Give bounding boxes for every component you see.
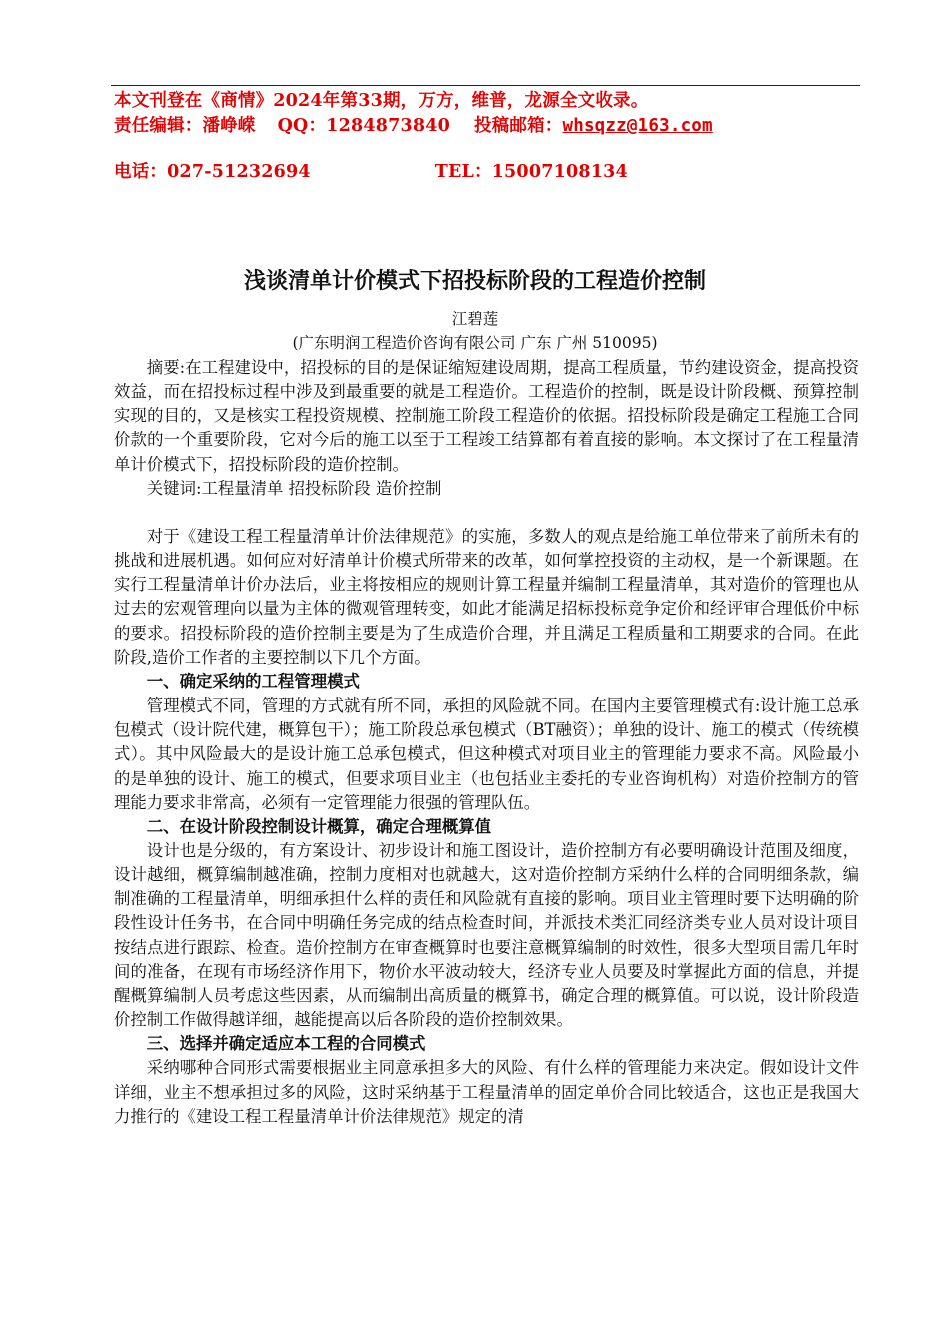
section-3-paragraph: 采纳哪种合同形式需要根据业主同意承担多大的风险、有什么样的管理能力来决定。假如设计文件详细，业主不想承担过多的风险，这时采纳基于工程量清单的固定单价合同比较适合，这也正是我国大力推行的《建设工程工程量清单计价法律规范》规定的清 [114,1058,859,1126]
phone-line [114,160,628,184]
phone-number: 电话：027-51232694 [114,162,311,182]
section-heading-2: 二、在设计阶段控制设计概算，确定合理概算值 [146,816,491,836]
article-body [114,356,859,1129]
publication-notice-text: 本文刊登在《商情》2024年第33期，万方，维普，龙源全文收录。 [114,91,649,111]
header-rule [111,85,860,86]
editor-label: 责任编辑：潘峥嵘 [114,116,256,136]
email-link[interactable]: whsqzz@163.com [562,116,713,136]
article-title: 浅谈清单计价模式下招投标阶段的工程造价控制 [243,269,706,294]
section-2-paragraph: 设计也是分级的，有方案设计、初步设计和施工图设计，造价控制方有必要明确设计范围及细度，设计越细，概算编制越准确，控制力度相对也就越大，这对造价控制方采纳什么样的合同明细条款，编制准确的工程量清单，明细承担什么样的责任和风险就有直接的影响。项目业主管理时要下达明确的阶段性设计任务书，在合同中明确任务完成的结点检查时间，并派技术类汇同经济类专业人员对设计项目按结点进行跟踪、检查。造价控制方在审查概算时也要注意概算编制的时效性，很多大型项目需几年时间的准备，在现有市场经济作用下，物价水平波动较大，经济专业人员要及时掌握此方面的信息，并提醒概算编制人员考虑这些因素，从而编制出高质量的概算书，确定合理的概算值。可以说，设计阶段造价控制工作做得越详细，越能提高以后各阶段的造价控制效果。 [114,840,859,1030]
keywords: 关键词:工程量清单 招投标阶段 造价控制 [146,478,442,498]
intro-paragraph: 对于《建设工程工程量清单计价法律规范》的实施，多数人的观点是给施工单位带来了前所未有的挑战和进展机遇。如何应对好清单计价模式所带来的改革，如何掌控投资的主动权，是一个新课题。在实行工程量清单计价办法后，业主将按相应的规则计算工程量并编制工程量清单，其对造价的管理也从过去的宏观管理向以量为主体的微观管理转变，如此才能满足招标投标竞争定价和经评审合理低价中标的要求。招投标阶段的造价控制主要是为了生成造价合理，并且满足工程质量和工期要求的合同。在此阶段,造价工作者的主要控制以下几个方面。 [114,526,859,667]
author-affiliation: (广东明润工程造价咨询有限公司 广东 广州 510095) [292,334,658,352]
section-heading-1: 一、确定采纳的工程管理模式 [146,671,360,691]
section-heading-3: 三、选择并确定适应本工程的合同模式 [146,1034,426,1054]
editor-contact-line [114,114,713,138]
email-label: 投稿邮箱： [473,116,563,136]
abstract: 摘要:在工程建设中，招投标的目的是保证缩短建设周期，提高工程质量，节约建设资金，提高投资效益，而在招投标过程中涉及到最重要的就是工程造价。工程造价的控制，既是设计阶段概、预算控制实现的目的，又是核实工程投资规模、控制施工阶段工程造价的依据。招投标阶段是确定工程施工合同价款的一个重要阶段，它对今后的施工以至于工程竣工结算都有着直接的影响。本文探讨了在工程量清单计价模式下，招投标阶段的造价控制。 [114,358,859,474]
section-1-paragraph: 管理模式不同，管理的方式就有所不同，承担的风险就不同。在国内主要管理模式有:设计施工总承包模式（设计院代建，概算包干）；施工阶段总承包模式（BT融资）；单独的设计、施工的模式（传统模式）。其中风险最大的是设计施工总承包模式，但这种模式对项目业主的管理能力要求不高。风险最小的是单独的设计、施工的模式，但要求项目业主（也包括业主委托的专业咨询机构）对造价控制方的管理能力要求非常高，必须有一定管理能力很强的管理队伍。 [114,696,859,812]
blank-line [114,501,859,525]
qq-number: QQ：1284873840 [277,116,450,136]
tel-number: TEL：15007108134 [434,162,628,182]
author-name: 江碧莲 [451,310,499,328]
publication-notice [114,89,648,113]
